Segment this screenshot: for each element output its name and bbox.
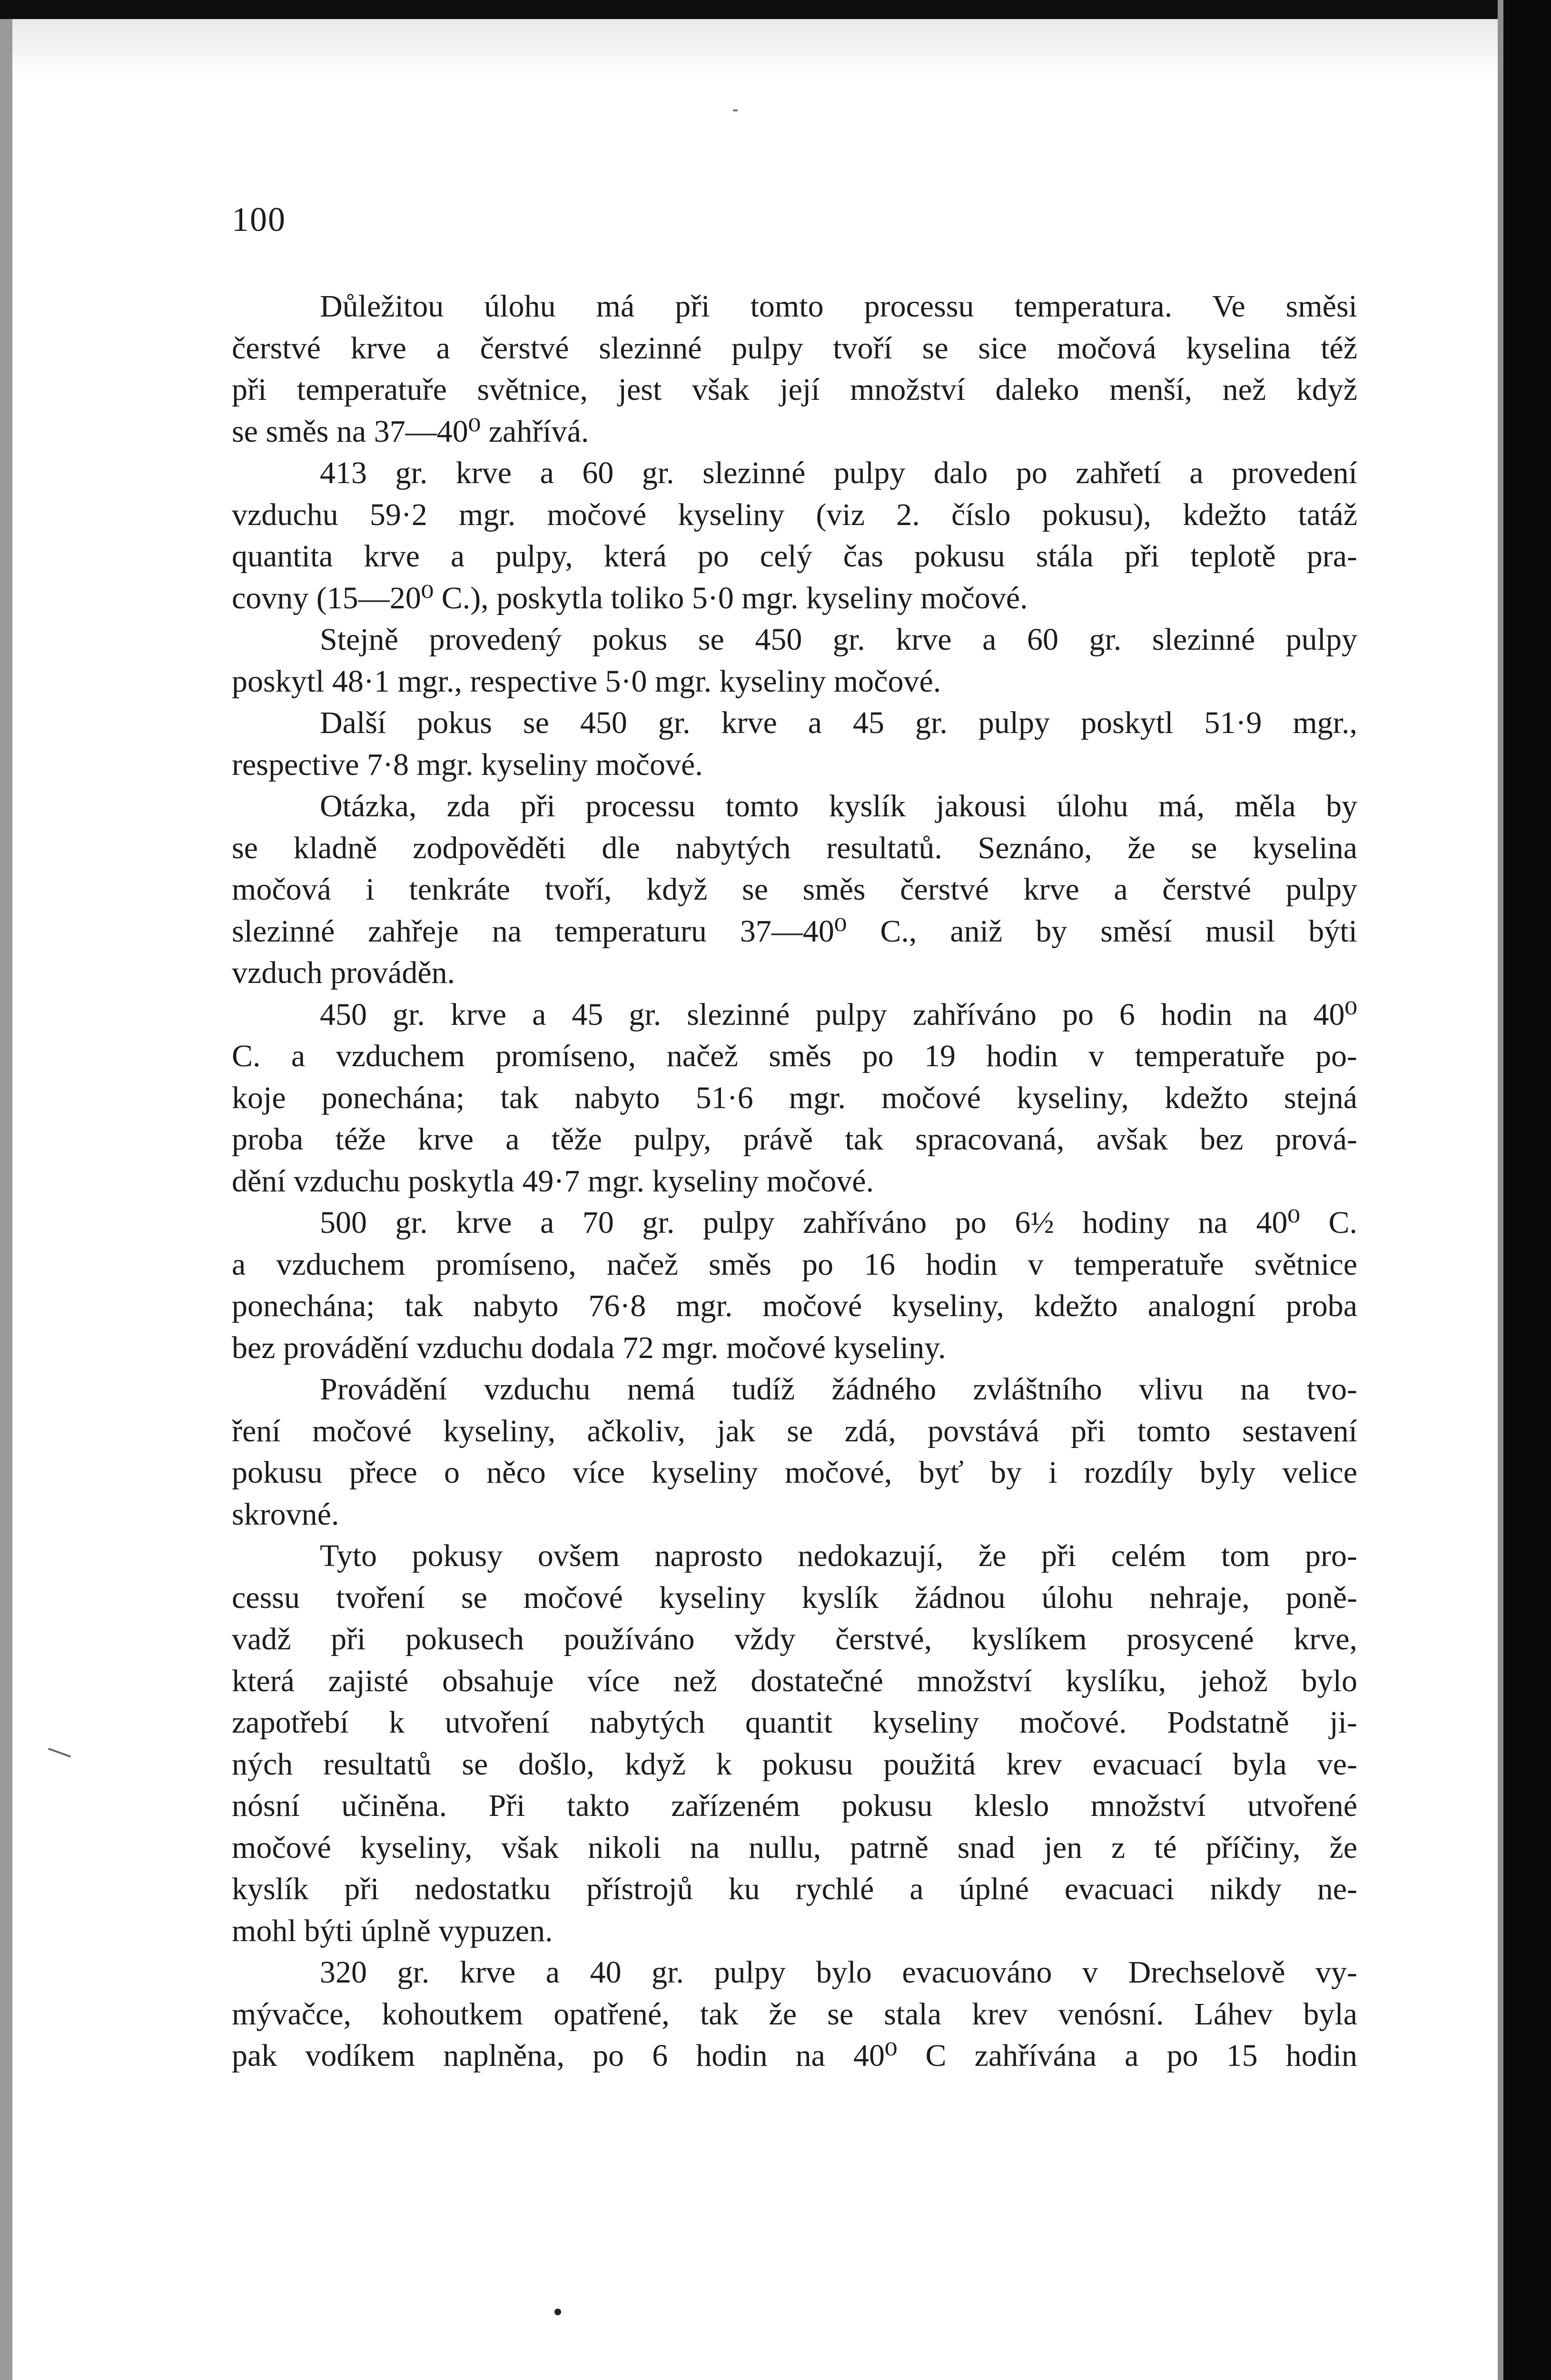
- scan-right-edge: [1503, 0, 1551, 2380]
- text-line: vzduchu 59·2 mgr. močové kyseliny (viz 2. číslo pokusu), kdežto tatáž: [232, 497, 1357, 532]
- text-line: Provádění vzduchu nemá tudíž žádného zvláštního vlivu na tvo-: [320, 1372, 1357, 1407]
- text-line: respective 7·8 mgr. kyseliny močové.: [232, 747, 703, 782]
- scan-right-shadow: [1498, 0, 1503, 2380]
- text-line: 413 gr. krve a 60 gr. slezinné pulpy dalo po zahřetí a provedení: [320, 456, 1357, 490]
- body-text: [232, 286, 1357, 2077]
- text-line: při temperatuře světnice, jest však její množství daleko menší, než když: [232, 372, 1357, 407]
- text-line: Stejně provedený pokus se 450 gr. krve a 60 gr. slezinné pulpy: [320, 622, 1357, 657]
- text-line: C. a vzduchem promíseno, načež směs po 19 hodin v temperatuře po-: [232, 1039, 1357, 1073]
- text-line: která zajisté obsahuje více než dostatečné množství kyslíku, jehož bylo: [232, 1663, 1357, 1698]
- text-line: Další pokus se 450 gr. krve a 45 gr. pulpy poskytl 51·9 mgr.,: [320, 705, 1357, 740]
- text-line: a vzduchem promíseno, načež směs po 16 hodin v temperatuře světnice: [232, 1247, 1357, 1282]
- text-line: quantita krve a pulpy, která po celý čas pokusu stála při teplotě pra-: [232, 539, 1357, 574]
- text-line: slezinné zahřeje na temperaturu 37—40⁰ C., aniž by směsí musil býti: [232, 913, 1357, 949]
- scan-top-edge: [0, 0, 1551, 19]
- scan-left-edge: [0, 0, 12, 2380]
- scan-speck: [733, 109, 738, 111]
- text-line: se směs na 37—40⁰ zahřívá.: [232, 414, 589, 449]
- text-line: dění vzduchu poskytla 49·7 mgr. kyseliny močové.: [232, 1163, 874, 1199]
- text-line: poskytl 48·1 mgr., respective 5·0 mgr. kyseliny močové.: [232, 664, 941, 699]
- text-line: močová i tenkráte tvoří, když se směs čerstvé krve a čerstvé pulpy: [232, 872, 1357, 907]
- text-line: vadž při pokusech používáno vždy čerstvé, kyslíkem prosycené krve,: [232, 1622, 1357, 1656]
- text-line: cessu tvoření se močové kyseliny kyslík žádnou úlohu nehraje, poně-: [232, 1580, 1357, 1615]
- page-number: 100: [232, 200, 286, 238]
- text-line: 500 gr. krve a 70 gr. pulpy zahříváno po 6½ hodiny na 40⁰ C.: [320, 1205, 1357, 1240]
- text-line: mývačce, kohoutkem opatřené, tak že se stala krev venósní. Láhev byla: [232, 1996, 1357, 2032]
- text-line: skrovné.: [232, 1497, 339, 1532]
- text-line: 320 gr. krve a 40 gr. pulpy bylo evacuováno v Drechselově vy-: [320, 1955, 1357, 1990]
- text-line: proba téže krve a těže pulpy, právě tak spracovaná, avšak bez prová-: [232, 1122, 1357, 1157]
- text-line: nósní učiněna. Při takto zařízeném pokusu kleslo množství utvořené: [232, 1788, 1357, 1823]
- text-line: ponechána; tak nabyto 76·8 mgr. močové kyseliny, kdežto analogní proba: [232, 1289, 1357, 1323]
- scan-margin-mark: [48, 1748, 71, 1758]
- scan-top-shadow: [12, 19, 1498, 76]
- text-line: 450 gr. krve a 45 gr. slezinné pulpy zahříváno po 6 hodin na 40⁰: [320, 997, 1357, 1032]
- text-line: Důležitou úlohu má při tomto processu temperatura. Ve směsi: [320, 289, 1357, 324]
- text-line: Otázka, zda při processu tomto kyslík jakousi úlohu má, měla by: [320, 789, 1357, 823]
- scan-dot: [554, 2309, 561, 2315]
- text-line: čerstvé krve a čerstvé slezinné pulpy tvoří se sice močová kyselina též: [232, 330, 1357, 366]
- text-line: se kladně zodpověděti dle nabytých resultatů. Seznáno, že se kyselina: [232, 830, 1357, 865]
- text-line: covny (15—20⁰ C.), poskytla toliko 5·0 mgr. kyseliny močové.: [232, 580, 1028, 615]
- text-line: pak vodíkem naplněna, po 6 hodin na 40⁰ C zahřívána a po 15 hodin: [232, 2038, 1357, 2073]
- text-line: ření močové kyseliny, ačkoliv, jak se zdá, povstává při tomto sestavení: [232, 1413, 1357, 1448]
- text-line: pokusu přece o něco více kyseliny močové, byť by i rozdíly byly velice: [232, 1455, 1357, 1490]
- text-line: kyslík při nedostatku přístrojů ku rychlé a úplné evacuaci nikdy ne-: [232, 1872, 1357, 1906]
- text-line: koje ponechána; tak nabyto 51·6 mgr. močové kyseliny, kdežto stejná: [232, 1080, 1357, 1115]
- text-line: vzduch prováděn.: [232, 955, 455, 990]
- text-line: ných resultatů se došlo, když k pokusu použitá krev evacuací byla ve-: [232, 1746, 1357, 1782]
- text-line: bez provádění vzduchu dodala 72 mgr. močové kyseliny.: [232, 1330, 946, 1365]
- text-line: zapotřebí k utvoření nabytých quantit kyseliny močové. Podstatně ji-: [232, 1705, 1357, 1740]
- text-line: Tyto pokusy ovšem naprosto nedokazují, že při celém tom pro-: [320, 1538, 1357, 1573]
- text-line: močové kyseliny, však nikoli na nullu, patrně snad jen z té příčiny, že: [232, 1830, 1357, 1865]
- text-line: mohl býti úplně vypuzen.: [232, 1913, 553, 1948]
